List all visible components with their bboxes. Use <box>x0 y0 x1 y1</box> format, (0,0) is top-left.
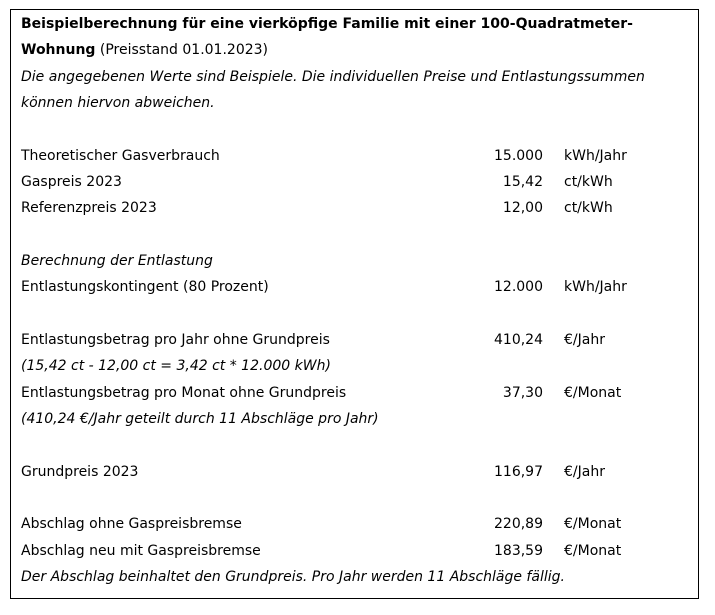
disclaimer-line2: können hiervon abweichen. <box>21 95 215 111</box>
row-unit-gaspreis: ct/kWh <box>564 174 613 190</box>
row-value-verbrauch: 15.000 <box>494 148 543 164</box>
row-label-verbrauch: Theoretischer Gasverbrauch <box>21 148 220 164</box>
box-title-wohnung: Wohnung <box>21 42 96 58</box>
section-berechnung: Berechnung der Entlastung <box>21 253 213 269</box>
box-title-line1: Beispielberechnung für eine vierköpfige Familie mit einer 100-Quadratmeter- <box>21 16 633 32</box>
row-label-kontingent: Entlastungskontingent (80 Prozent) <box>21 279 269 295</box>
row-unit-abschlag-neu: €/Monat <box>564 543 622 559</box>
row-value-gaspreis: 15,42 <box>502 174 543 190</box>
row-label-abschlag-neu: Abschlag neu mit Gaspreisbremse <box>21 543 261 559</box>
row-label-abschlag-ohne: Abschlag ohne Gaspreisbremse <box>21 516 242 532</box>
row-label-betrag-monat: Entlastungsbetrag pro Monat ohne Grundpreis <box>21 385 347 401</box>
row-unit-abschlag-ohne: €/Monat <box>564 516 622 532</box>
row-unit-verbrauch: kWh/Jahr <box>564 148 627 164</box>
row-unit-betrag-monat: €/Monat <box>564 385 622 401</box>
price-date: (Preisstand 01.01.2023) <box>95 42 268 58</box>
footnote: Der Abschlag beinhaltet den Grundpreis. Pro Jahr werden 11 Abschläge fällig. <box>21 569 565 585</box>
row-value-betrag-jahr: 410,24 <box>494 332 543 348</box>
formula-jahr: (15,42 ct - 12,00 ct = 3,42 ct * 12.000 kWh) <box>21 358 331 374</box>
row-label-referenz: Referenzpreis 2023 <box>21 200 157 216</box>
box-title-line2 <box>21 41 268 59</box>
row-value-betrag-monat: 37,30 <box>502 385 543 401</box>
disclaimer-line1: Die angegebenen Werte sind Beispiele. Die individuellen Preise und Entlastungssummen <box>21 69 645 85</box>
row-label-gaspreis: Gaspreis 2023 <box>21 174 122 190</box>
formula-monat: (410,24 €/Jahr geteilt durch 11 Abschläge pro Jahr) <box>21 411 379 427</box>
row-value-kontingent: 12.000 <box>494 279 543 295</box>
row-unit-grundpreis: €/Jahr <box>564 464 605 480</box>
row-value-referenz: 12,00 <box>502 200 543 216</box>
row-unit-referenz: ct/kWh <box>564 200 613 216</box>
row-label-grundpreis: Grundpreis 2023 <box>21 464 139 480</box>
row-value-abschlag-neu: 183,59 <box>494 543 543 559</box>
row-label-betrag-jahr: Entlastungsbetrag pro Jahr ohne Grundpreis <box>21 332 330 348</box>
row-value-abschlag-ohne: 220,89 <box>494 516 543 532</box>
row-unit-betrag-jahr: €/Jahr <box>564 332 605 348</box>
row-value-grundpreis: 116,97 <box>494 464 543 480</box>
row-unit-kontingent: kWh/Jahr <box>564 279 627 295</box>
